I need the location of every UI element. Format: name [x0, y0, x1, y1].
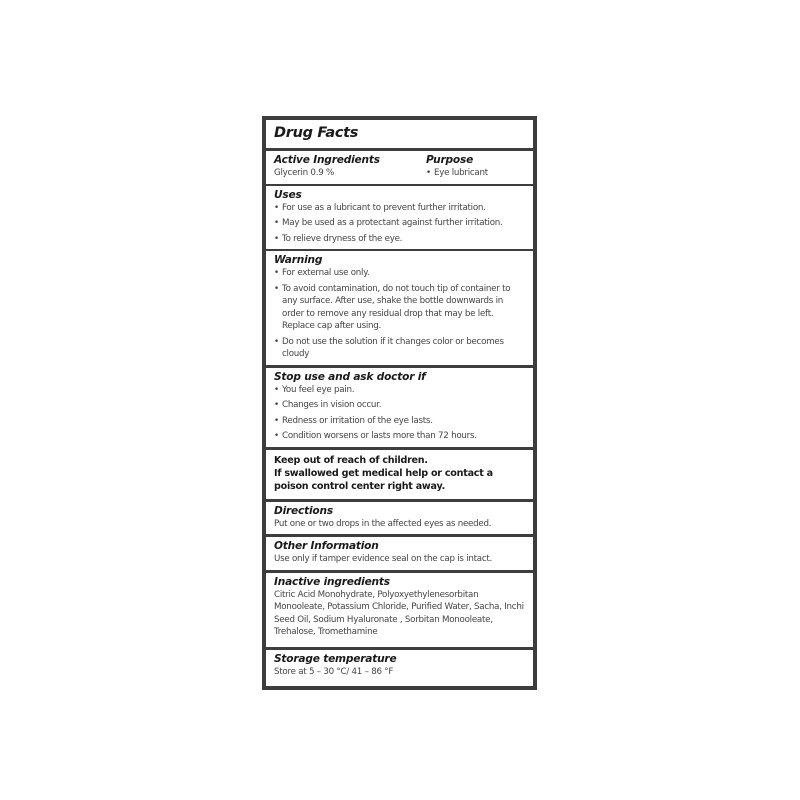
uses-item: • For use as a lubricant to prevent further irritation.	[274, 202, 525, 215]
directions-text: Put one or two drops in the affected eyes as needed.	[274, 518, 492, 529]
active-ingredients-heading: Active Ingredients	[274, 154, 380, 166]
stop-use-item: • Redness or irritation of the eye lasts.	[274, 415, 525, 428]
warning-section	[266, 251, 533, 368]
active-ingredients-section	[266, 151, 533, 186]
purpose-value: • Eye lubricant	[426, 167, 488, 180]
storage-heading: Storage temperature	[274, 652, 397, 665]
drug-facts-title: Drug Facts	[266, 120, 533, 151]
stop-use-item: • Condition worsens or lasts more than 72 hours.	[274, 430, 525, 443]
uses-item: • To relieve dryness of the eye.	[274, 233, 525, 246]
drug-facts-panel	[262, 116, 537, 690]
stop-use-section	[266, 368, 533, 450]
other-information-text: Use only if tamper evidence seal on the cap is intact.	[274, 554, 493, 564]
warning-item: • Do not use the solution if it changes color or becomes cloudy	[274, 336, 525, 361]
storage-section	[266, 650, 533, 687]
uses-item: • May be used as a protectant against further irritation.	[274, 217, 525, 230]
purpose-heading: Purpose	[426, 154, 474, 166]
keep-out-line2: If swallowed get medical help or contact a poison control center right away.	[274, 467, 493, 492]
inactive-ingredients-heading: Inactive ingredients	[274, 575, 390, 588]
stop-use-item: • You feel eye pain.	[274, 384, 525, 397]
stop-use-item: • Changes in vision occur.	[274, 399, 525, 412]
inactive-ingredients-section	[266, 573, 533, 650]
other-information-section	[266, 537, 533, 573]
warning-heading: Warning	[274, 254, 323, 266]
directions-heading: Directions	[274, 504, 333, 517]
warning-item: • For external use only.	[274, 267, 525, 280]
storage-text: Store at 5 – 30 °C/ 41 – 86 °F	[274, 666, 394, 677]
other-information-heading: Other Information	[274, 540, 379, 552]
active-ingredient-value: Glycerin 0.9 %	[274, 168, 334, 178]
keep-out-text	[274, 452, 525, 495]
stop-use-heading: Stop use and ask doctor if	[274, 370, 426, 383]
uses-heading: Uses	[274, 188, 302, 201]
uses-section	[266, 186, 533, 252]
keep-out-section	[266, 450, 533, 502]
directions-section	[266, 502, 533, 538]
inactive-ingredients-text: Citric Acid Monohydrate, Polyoxyethylenesorbitan Monooleate, Potassium Chloride, Purified Water, Sacha, Inchi Seed Oil, Sodium Hyaluronate , Sorbitan Monooleate, Trehalose, Tromethamine	[274, 589, 524, 637]
keep-out-line1: Keep out of reach of children.	[274, 454, 428, 466]
warning-item: • To avoid contamination, do not touch tip of container to any surface. After use, shake the bottle downwards in order to remove any residual drop that may be left. Replace cap after using.	[274, 283, 525, 333]
